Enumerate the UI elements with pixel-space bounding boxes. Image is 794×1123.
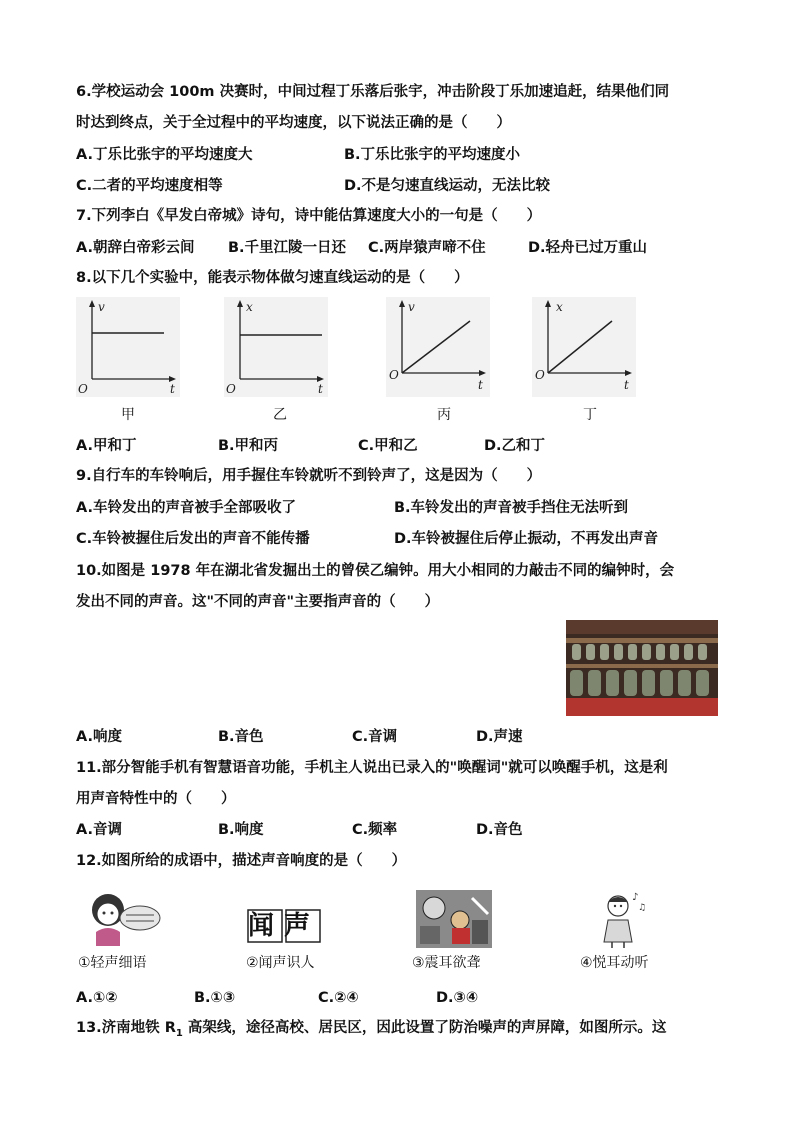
graph-bing-label: 丙 xyxy=(437,407,451,423)
graph-ding-label: 丁 xyxy=(583,407,597,423)
q8-option-d: D.乙和丁 xyxy=(484,438,546,454)
graph-jia xyxy=(76,297,180,397)
graph-ding-y-label: x xyxy=(556,300,563,314)
q11-option-d: D.音色 xyxy=(476,822,523,838)
idiom-caption-1: ①轻声细语 xyxy=(78,955,147,971)
graph-jia-label: 甲 xyxy=(121,407,135,423)
q7-option-c: C.两岸猿声啼不住 xyxy=(368,240,486,256)
q9-option-a: A.车铃发出的声音被手全部吸收了 xyxy=(76,500,296,516)
idiom-caption-3: ③震耳欲聋 xyxy=(412,955,481,971)
graph-jia-y-label: v xyxy=(98,300,105,314)
q10-stem-line2: 发出不同的声音。这"不同的声音"主要指声音的（ ） xyxy=(76,594,440,610)
q13-stem-post: 高架线，途径高校、居民区，因此设置了防治噪声的声屏障，如图所示。这 xyxy=(182,1020,667,1036)
graph-ding-origin: O xyxy=(535,368,545,382)
q11-stem-line2: 用声音特性中的（ ） xyxy=(76,791,236,807)
svg-text:♪: ♪ xyxy=(632,892,639,903)
graph-ding-line xyxy=(548,321,612,373)
q12-option-c: C.②④ xyxy=(318,990,359,1006)
chime-bells-photo xyxy=(566,620,718,716)
q12-option-a: A.①② xyxy=(76,990,118,1006)
q6-option-d: D.不是匀速直线运动，无法比较 xyxy=(344,178,551,194)
q6-option-a: A.丁乐比张宇的平均速度大 xyxy=(76,147,253,163)
graph-bing-y-label: v xyxy=(408,300,415,314)
q11-option-c: C.频率 xyxy=(352,822,398,838)
q11-option-a: A.音调 xyxy=(76,822,122,838)
graph-bing-origin: O xyxy=(389,368,399,382)
graph-jia-origin: O xyxy=(78,382,88,396)
graph-yi-label: 乙 xyxy=(273,407,287,423)
q7-option-d: D.轻舟已过万重山 xyxy=(528,240,648,256)
wensheng-characters-text: 闻声 xyxy=(247,911,320,941)
graph-bing xyxy=(386,297,490,397)
q12-stem-line1: 12.如图所给的成语中，描述声音响度的是（ ） xyxy=(76,853,407,869)
graph-yi-x-label: t xyxy=(318,382,323,396)
q8-option-c: C.甲和乙 xyxy=(358,438,418,454)
wensheng-characters-icon xyxy=(246,906,322,946)
q6-stem-line2: 时达到终点，关于全过程中的平均速度，以下说法正确的是（ ） xyxy=(76,115,511,131)
q9-stem-line1: 9.自行车的车铃响后，用手握住车铃就听不到铃声了，这是因为（ ） xyxy=(76,468,542,484)
q6-option-b: B.丁乐比张宇的平均速度小 xyxy=(344,147,521,163)
q11-stem-line1: 11.部分智能手机有智慧语音功能，手机主人说出已录入的"唤醒词"就可以唤醒手机，这是利 xyxy=(76,760,668,776)
graph-ding xyxy=(532,297,636,397)
svg-text:♫: ♫ xyxy=(638,903,647,913)
q12-option-b: B.①③ xyxy=(194,990,236,1006)
q10-option-a: A.响度 xyxy=(76,729,122,745)
q13-stem-subscript: 1 xyxy=(175,1027,183,1039)
idiom-caption-4: ④悦耳动听 xyxy=(580,955,649,971)
q7-option-b: B.千里江陵一日还 xyxy=(228,240,347,256)
q8-stem-line1: 8.以下几个实验中，能表示物体做匀速直线运动的是（ ） xyxy=(76,270,469,286)
singing-girl-illustration xyxy=(596,890,648,950)
q10-option-d: D.声速 xyxy=(476,729,523,745)
graph-yi xyxy=(224,297,328,397)
q10-option-b: B.音色 xyxy=(218,729,264,745)
q9-option-d: D.车铃被握住后停止振动，不再发出声音 xyxy=(394,531,659,547)
q6-option-c: C.二者的平均速度相等 xyxy=(76,178,223,194)
graph-bing-line xyxy=(402,321,470,373)
graph-yi-y-label: x xyxy=(246,300,253,314)
whisper-girl-illustration xyxy=(86,888,162,948)
q8-option-b: B.甲和丙 xyxy=(218,438,279,454)
q6-stem-line1: 6.学校运动会 100m 决赛时，中间过程丁乐落后张宇，冲击阶段丁乐加速追赶，结果他们同 xyxy=(76,84,670,100)
deafening-scene-illustration xyxy=(416,890,492,948)
q12-option-d: D.③④ xyxy=(436,990,479,1006)
q13-stem-line1 xyxy=(76,1018,666,1044)
q10-stem-line1: 10.如图是 1978 年在湖北省发掘出土的曾侯乙编钟。用大小相同的力敲击不同的编钟时，会 xyxy=(76,563,675,579)
graph-ding-x-label: t xyxy=(624,378,629,392)
q7-stem-line1: 7.下列李白《早发白帝城》诗句，诗中能估算速度大小的一句是（ ） xyxy=(76,208,542,224)
q7-option-a: A.朝辞白帝彩云间 xyxy=(76,240,195,256)
q9-option-c: C.车铃被握住后发出的声音不能传播 xyxy=(76,531,310,547)
q8-option-a: A.甲和丁 xyxy=(76,438,137,454)
idiom-caption-2: ②闻声识人 xyxy=(246,955,315,971)
q13-stem-pre: 13.济南地铁 R xyxy=(76,1020,176,1036)
q11-option-b: B.响度 xyxy=(218,822,264,838)
graph-jia-x-label: t xyxy=(170,382,175,396)
graph-yi-origin: O xyxy=(226,382,236,396)
q10-option-c: C.音调 xyxy=(352,729,398,745)
q9-option-b: B.车铃发出的声音被手挡住无法听到 xyxy=(394,500,629,516)
graph-bing-x-label: t xyxy=(478,378,483,392)
